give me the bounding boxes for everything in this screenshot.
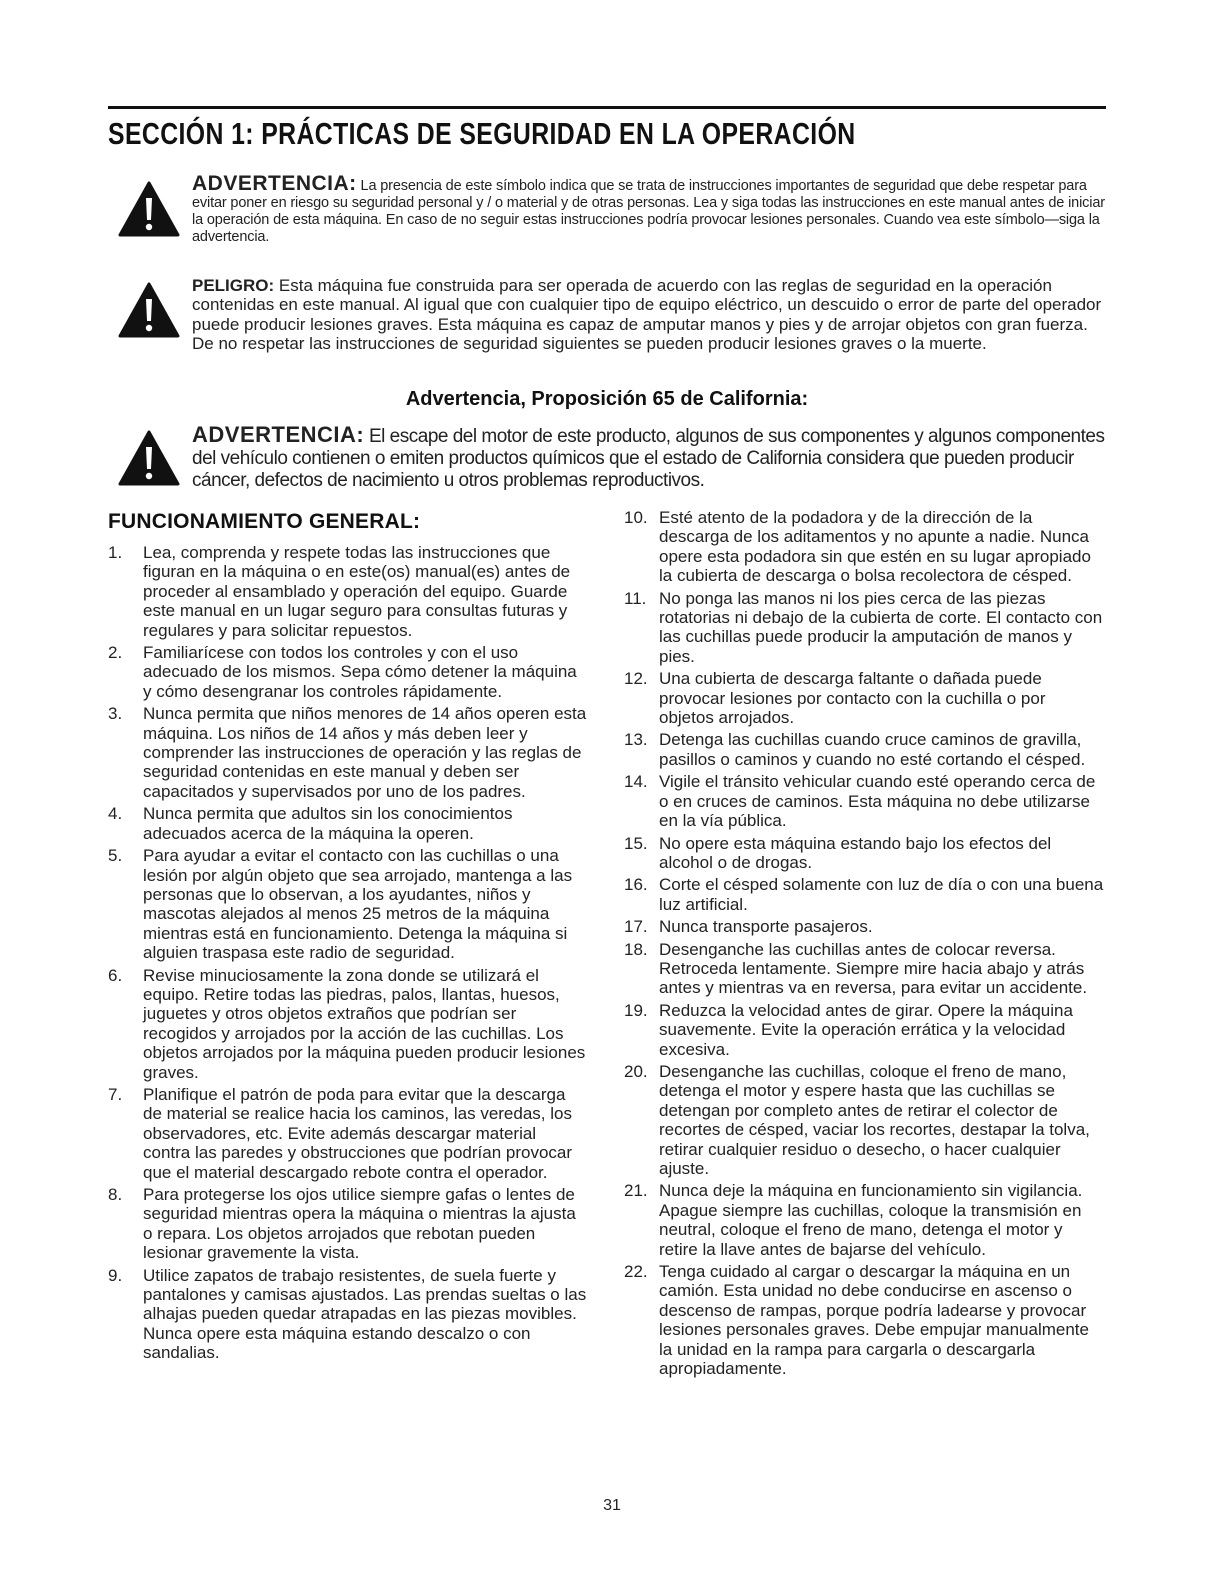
item-text: Vigile el tránsito vehicular cuando esté operando cerca de o en cruces de caminos. Esta máquina no debe utilizarse en la vía pública.: [659, 772, 1096, 831]
item-number: 4.: [108, 804, 123, 824]
item-number: 11.: [624, 588, 647, 608]
list-item: [108, 846, 588, 962]
list-item: [108, 643, 588, 701]
list-item: [624, 1062, 1104, 1178]
list-item: [624, 1181, 1104, 1259]
list-item: [108, 1185, 588, 1263]
warning-text: [192, 172, 1108, 246]
list-item: [624, 772, 1104, 830]
item-number: 15.: [624, 833, 648, 853]
prop65-heading: Advertencia, Proposición 65 de California:: [405, 388, 809, 410]
item-number: 17.: [624, 917, 648, 937]
list-item: [108, 804, 588, 843]
item-number: 18.: [624, 939, 648, 959]
item-text: Revise minuciosamente la zona donde se utilizará el equipo. Retire todas las piedras, palos, llantas, huesos, juguetes y otros objetos extraños que podrían ser recogidos y arrojados por la acción de las cuchillas. Los objetos arrojados por la máquina pueden producir lesiones graves.: [143, 965, 586, 1082]
general-heading: FUNCIONAMIENTO GENERAL:: [108, 510, 421, 533]
warning-triangle-icon: [118, 282, 180, 338]
item-text: Reduzca la velocidad antes de girar. Opere la máquina suavemente. Evite la operación errática y la velocidad excesiva.: [659, 1000, 1073, 1059]
prop65-text: [192, 424, 1108, 492]
list-item: [108, 1266, 588, 1363]
list-item: [624, 834, 1104, 873]
list-item: [624, 669, 1104, 727]
left-rules-list: [108, 543, 588, 1366]
item-text: Familiarícese con todos los controles y con el uso adecuado de los mismos. Sepa cómo detener la máquina y cómo desengranar los controles rápidamente.: [143, 643, 577, 701]
item-number: 5.: [108, 846, 123, 866]
item-number: 10.: [624, 508, 648, 527]
warning-triangle-icon: [118, 430, 180, 486]
item-text: Lea, comprenda y respete todas las instrucciones que figuran en la máquina o en este(os) manual(es) antes de proceder al ensamblado y operación del equipo. Guarde este manual en un lugar seguro para consultas futuras y regulares y para solicitar repuestos.: [143, 543, 571, 640]
prop65-lead: ADVERTENCIA:: [192, 422, 365, 447]
list-item: [108, 704, 588, 801]
item-number: 1.: [108, 543, 123, 562]
list-item: [108, 966, 588, 1082]
item-number: 8.: [108, 1185, 123, 1204]
item-number: 20.: [624, 1061, 648, 1081]
item-text: Nunca deje la máquina en funcionamiento sin vigilancia. Apague siempre las cuchillas, coloque la transmisión en neutral, coloque el freno de mano, detenga el motor y retire la llave antes de bajarse del vehículo.: [659, 1181, 1083, 1259]
danger-lead: PELIGRO:: [192, 276, 275, 295]
prop65-block: [118, 424, 1108, 492]
top-rule: [108, 106, 1106, 109]
list-item: [108, 1085, 588, 1182]
warning-lead: ADVERTENCIA:: [192, 172, 357, 195]
list-item: [624, 1001, 1104, 1059]
danger-body: Esta máquina fue construida para ser operada de acuerdo con las reglas de seguridad en la operación contenidas en este manual. Al igual que con cualquier tipo de equipo eléctrico, un descuido o error de parte del operador puede producir lesiones graves. Esta máquina es capaz de amputar manos y pies y de arrojar objetos con gran fuerza. De no respetar las instrucciones de seguridad siguientes se pueden producir lesiones graves o la muerte.: [192, 276, 1102, 354]
list-item: [624, 508, 1104, 586]
item-text: Para protegerse los ojos utilice siempre gafas o lentes de seguridad mientras opera la máquina o mientras la ajusta o repara. Los objetos arrojados que rebotan pueden lesionar gravemente la vista.: [143, 1185, 576, 1263]
item-number: 2.: [108, 643, 123, 663]
item-text: Nunca transporte pasajeros.: [659, 917, 873, 937]
item-number: 3.: [108, 704, 123, 724]
item-number: 16.: [624, 875, 648, 895]
item-text: No opere esta máquina estando bajo los efectos del alcohol o de drogas.: [659, 833, 1052, 872]
prop65-body: El escape del motor de este producto, algunos de sus componentes y algunos componentes del vehículo contienen o emiten productos químicos que el estado de California considera que pueden producir cáncer, defectos de nacimiento u otros problemas reproductivos.: [192, 426, 1105, 491]
item-text: Nunca permita que adultos sin los conocimientos adecuados acerca de la máquina la operen.: [143, 804, 513, 843]
item-text: Detenga las cuchillas cuando cruce caminos de gravilla, pasillos o caminos y cuando no esté cortando el césped.: [659, 730, 1086, 769]
item-text: Planifique el patrón de poda para evitar que la descarga de material se realice hacia los caminos, las veredas, los observadores, etc. Evite además descargar material contra las paredes y obstrucciones que podrían provocar que el material descargado rebote contra el operador.: [143, 1084, 573, 1182]
warning-body: La presencia de este símbolo indica que se trata de instrucciones importantes de seguridad que debe respetar para evitar poner en riesgo su seguridad personal y / o material y de otras personas. Lea y siga todas las instrucciones en este manual antes de iniciar la operación de esta máquina. En caso de no seguir estas instrucciones podría provocar lesiones personales. Cuando vea este símbolo—siga la advertencia.: [192, 178, 1105, 245]
item-number: 22.: [624, 1262, 648, 1282]
item-text: Desenganche las cuchillas antes de colocar reversa. Retroceda lentamente. Siempre mire hacia abajo y atrás antes y mientras va en reversa, para evitar un accidente.: [659, 939, 1088, 998]
danger-block: [118, 276, 1108, 354]
list-item: [624, 589, 1104, 667]
item-number: 21.: [624, 1181, 648, 1201]
danger-text: [192, 276, 1108, 354]
right-rules-list: [624, 508, 1104, 1381]
list-item: [624, 940, 1104, 998]
item-text: Corte el césped solamente con luz de día o con una buena luz artificial.: [659, 875, 1104, 914]
item-number: 7.: [108, 1084, 123, 1104]
item-number: 13.: [624, 730, 648, 750]
list-item: [624, 875, 1104, 914]
list-item: [624, 730, 1104, 769]
item-text: No ponga las manos ni los pies cerca de las piezas rotatorias ni debajo de la cubierta de corte. El contacto con las cuchillas puede producir la amputación de manos y pies.: [659, 588, 1103, 666]
item-number: 12.: [624, 669, 648, 689]
warning-block: [118, 172, 1108, 246]
item-text: Utilice zapatos de trabajo resistentes, de suela fuerte y pantalones y camisas ajustados. Las prendas sueltas o las alhajas pueden quedar atrapadas en las piezas movibles. Nunca opere esta máquina estando descalzo o con sandalias.: [143, 1265, 587, 1363]
list-item: [108, 543, 588, 640]
item-number: 9.: [108, 1265, 123, 1285]
item-text: Tenga cuidado al cargar o descargar la máquina en un camión. Esta unidad no debe conducirse en ascenso o descenso de rampas, porque podría ladearse y provocar lesiones personales graves. Debe empujar manualmente la unidad en la rampa para cargarla o descargarla apropiadamente.: [659, 1262, 1089, 1379]
item-text: Una cubierta de descarga faltante o dañada puede provocar lesiones por contacto con la cuchilla o por objetos arrojados.: [659, 669, 1046, 728]
item-number: 14.: [624, 772, 648, 792]
item-number: 6.: [108, 965, 123, 985]
page-number: 31: [603, 1497, 621, 1514]
item-text: Esté atento de la podadora y de la dirección de la descarga de los aditamentos y no apunte a nadie. Nunca opere esta podadora sin que estén en su lugar apropiado la cubierta de descarga o bolsa recolectora de césped.: [659, 508, 1091, 586]
list-item: [624, 917, 1104, 936]
item-text: Desenganche las cuchillas, coloque el freno de mano, detenga el motor y espere hasta que las cuchillas se detengan por completo antes de retirar el colector de recortes de césped, vaciar los recortes, destapar la tolva, retirar cualquier residuo o desecho, o hacer cualquier ajuste.: [659, 1061, 1090, 1178]
warning-triangle-icon: [118, 181, 180, 237]
item-text: Para ayudar a evitar el contacto con las cuchillas o una lesión por algún objeto que sea arrojado, mantenga a las personas que lo observan, a los ayudantes, niños y mascotas alejados al menos 25 metros de la máquina mientras está en funcionamiento. Detenga la máquina si alguien traspasa este radio de seguridad.: [143, 846, 573, 963]
item-text: Nunca permita que niños menores de 14 años operen esta máquina. Los niños de 14 años y más deben leer y comprender las instrucciones de operación y las reglas de seguridad contenidas en este manual y deben ser capacitados y supervisados por uno de los padres.: [143, 704, 587, 801]
section-title: SECCIÓN 1: PRÁCTICAS DE SEGURIDAD EN LA OPERACIÓN: [108, 116, 856, 151]
list-item: [624, 1262, 1104, 1378]
item-number: 19.: [624, 1000, 648, 1020]
